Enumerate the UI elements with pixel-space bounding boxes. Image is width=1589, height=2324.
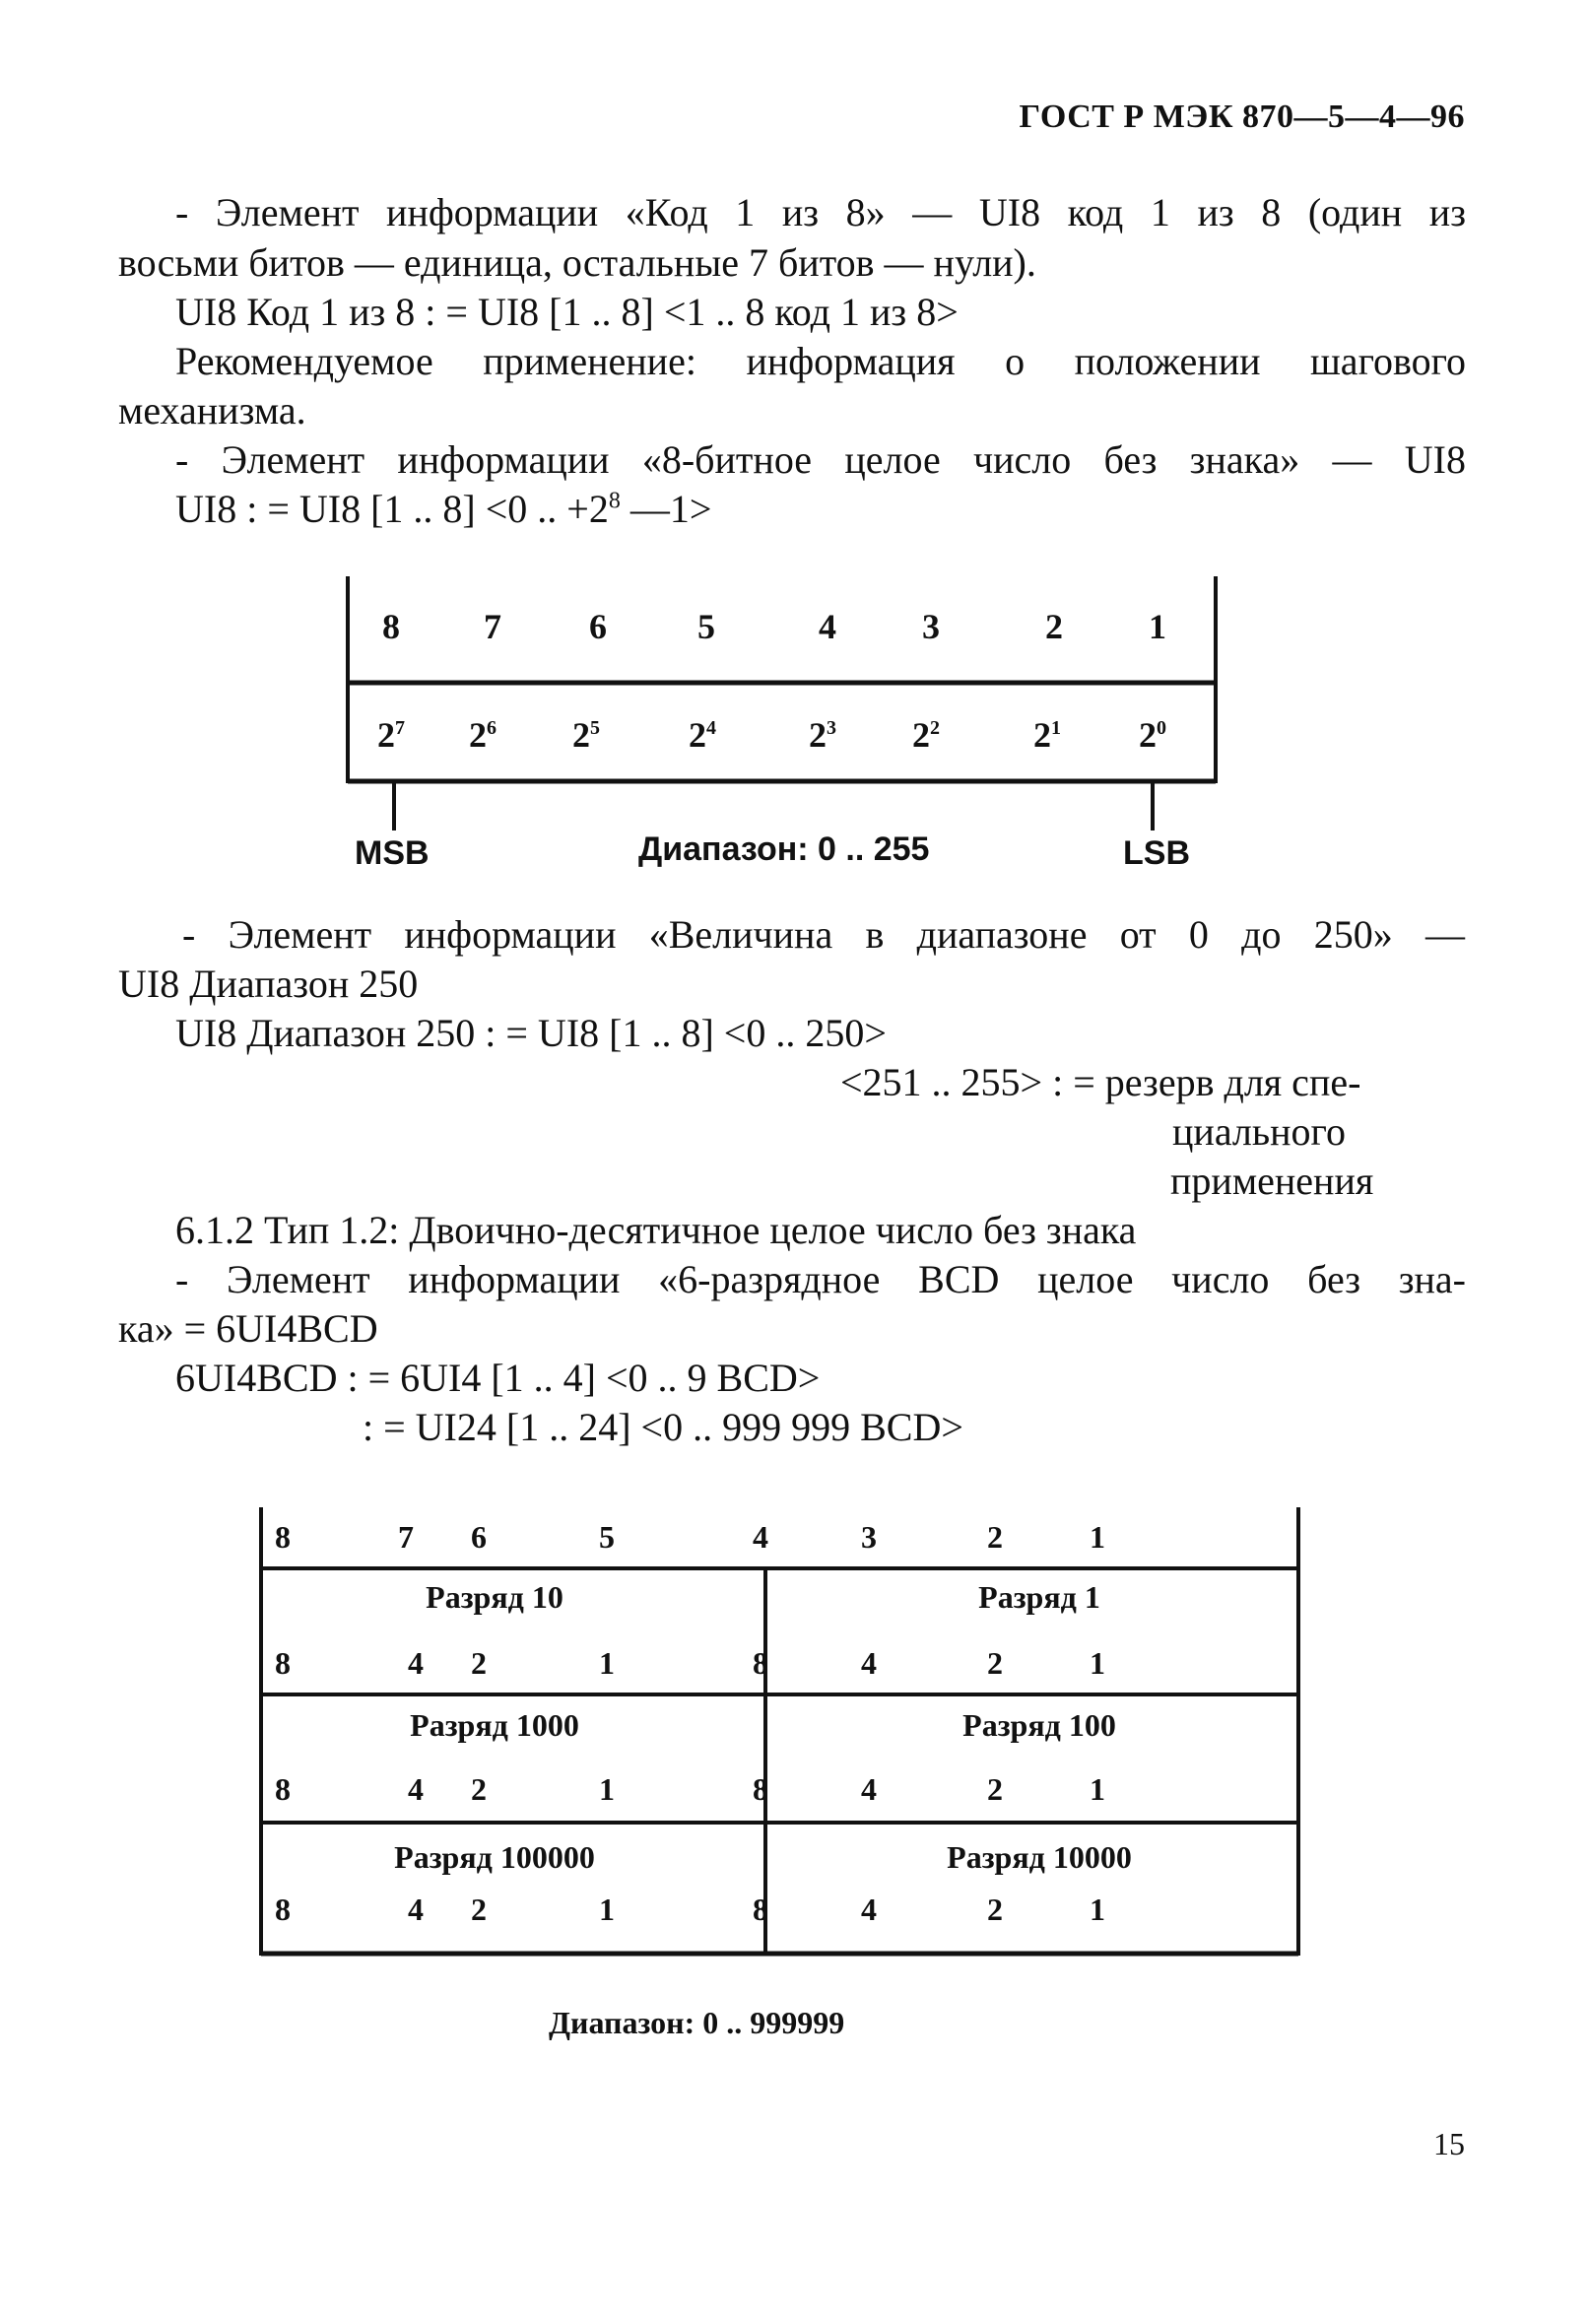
digit-label: Разряд 100: [962, 1707, 1116, 1743]
digit-weight: 1: [599, 1645, 615, 1681]
text-line: ка» = 6UI4BCD: [118, 1306, 378, 1351]
power-base: 2: [809, 715, 827, 755]
digit-label: Разряд 1: [978, 1579, 1100, 1615]
text-line: 6UI4BCD : = 6UI4 [1 .. 4] <0 .. 9 BCD>: [175, 1356, 821, 1400]
bit-weight: [793, 714, 852, 756]
text-line: UI8 Диапазон 250: [118, 962, 419, 1006]
digit-weight: 1: [1090, 1892, 1105, 1927]
bit-number: 8: [382, 607, 400, 646]
text-line: - Элемент информации «6-разрядное BCD целое число без зна-: [175, 1257, 1466, 1301]
text-line: - Элемент информации «Величина в диапазоне от 0 до 250» —: [182, 912, 1465, 957]
bit-number: 3: [861, 1519, 877, 1555]
digit-weight: 4: [408, 1892, 424, 1927]
digit-weight: 4: [408, 1645, 424, 1681]
digit-weight: 2: [987, 1645, 1003, 1681]
bit-weight: [896, 714, 956, 756]
power-base: 2: [912, 715, 930, 755]
text-line: механизма.: [118, 388, 306, 432]
text-line: UI8 Код 1 из 8 : = UI8 [1 .. 8] <1 .. 8 код 1 из 8>: [175, 290, 959, 334]
section-heading: 6.1.2 Тип 1.2: Двоично-десятичное целое число без знака: [175, 1208, 1137, 1252]
text-line: Рекомендуемое применение: информация о положении шагового: [175, 339, 1466, 383]
document-header: ГОСТ Р МЭК 870—5—4—96: [1019, 99, 1465, 135]
formula-text: —1>: [620, 487, 712, 531]
bit-number: 7: [398, 1519, 414, 1555]
text-line: циального: [1172, 1109, 1346, 1154]
digit-weight: 1: [1090, 1645, 1105, 1681]
digit-weight: 2: [471, 1645, 487, 1681]
formula-superscript: 8: [608, 488, 621, 514]
digit-weight: 8: [275, 1645, 291, 1681]
power-exponent: 4: [706, 717, 716, 739]
bit-number: 5: [697, 607, 715, 646]
text-line: <251 .. 255> : = резерв для спе-: [840, 1060, 1361, 1104]
text-line: : = UI24 [1 .. 24] <0 .. 999 999 BCD>: [363, 1405, 963, 1449]
bit-number: 6: [589, 607, 607, 646]
digit-weight: 1: [599, 1892, 615, 1927]
digit-weight: 2: [471, 1892, 487, 1927]
bit-layout-diagram-ui8: [345, 576, 1222, 901]
power-base: 2: [689, 715, 706, 755]
power-base: 2: [377, 715, 395, 755]
digit-weight: 4: [861, 1771, 877, 1807]
digit-weight: 8: [753, 1771, 768, 1807]
digit-weight: 2: [987, 1771, 1003, 1807]
bcd-layout-diagram: [258, 1507, 1312, 2059]
power-exponent: 2: [930, 717, 940, 739]
lsb-label: LSB: [1123, 834, 1190, 872]
bit-number: 2: [987, 1519, 1003, 1555]
power-base: 2: [572, 715, 590, 755]
power-exponent: 0: [1157, 717, 1166, 739]
bit-weight: [362, 714, 421, 756]
text-line: UI8 Диапазон 250 : = UI8 [1 .. 8] <0 .. 250>: [175, 1011, 887, 1055]
digit-weight: 4: [861, 1645, 877, 1681]
digit-weight: 1: [1090, 1771, 1105, 1807]
digit-weight: 2: [471, 1771, 487, 1807]
formula-text: UI8 : = UI8 [1 .. 8] <0 .. +2: [175, 487, 609, 531]
digit-weight: 8: [275, 1771, 291, 1807]
range-label: Диапазон: 0 .. 999999: [549, 2005, 845, 2040]
text-line: - Элемент информации «Код 1 из 8» — UI8 код 1 из 8 (один из: [175, 190, 1466, 234]
range-label: Диапазон: 0 .. 255: [638, 830, 930, 868]
digit-label: Разряд 1000: [410, 1707, 579, 1743]
bit-weight: [673, 714, 732, 756]
power-exponent: 7: [395, 717, 405, 739]
power-base: 2: [1033, 715, 1051, 755]
page-number: 15: [1433, 2126, 1465, 2161]
bit-number: 3: [922, 607, 940, 646]
digit-weight: 8: [275, 1892, 291, 1927]
bit-number: 4: [819, 607, 836, 646]
power-exponent: 1: [1051, 717, 1061, 739]
digit-weight: 1: [599, 1771, 615, 1807]
digit-label: Разряд 10: [426, 1579, 563, 1615]
bit-number: 8: [275, 1519, 291, 1555]
bit-number: 1: [1090, 1519, 1105, 1555]
bit-number: 6: [471, 1519, 487, 1555]
digit-label: Разряд 100000: [394, 1839, 595, 1875]
bit-weight: [557, 714, 616, 756]
power-base: 2: [469, 715, 487, 755]
bit-number: 1: [1149, 607, 1166, 646]
digit-weight: 4: [408, 1771, 424, 1807]
bit-number: 4: [753, 1519, 768, 1555]
text-line: применения: [1170, 1159, 1374, 1203]
power-exponent: 3: [827, 717, 836, 739]
digit-weight: 4: [861, 1892, 877, 1927]
bit-weight: [453, 714, 512, 756]
text-line: - Элемент информации «8-битное целое число без знака» — UI8: [175, 437, 1466, 482]
formula-line: [175, 486, 711, 533]
power-exponent: 6: [487, 717, 497, 739]
digit-weight: 8: [753, 1645, 768, 1681]
power-base: 2: [1139, 715, 1157, 755]
bit-weight: [1123, 714, 1182, 756]
digit-weight: 8: [753, 1892, 768, 1927]
bit-number: 5: [599, 1519, 615, 1555]
bit-number: 7: [484, 607, 501, 646]
msb-label: MSB: [355, 834, 430, 872]
bit-number: 2: [1045, 607, 1063, 646]
digit-weight: 2: [987, 1892, 1003, 1927]
power-exponent: 5: [590, 717, 600, 739]
bit-weight: [1018, 714, 1077, 756]
text-line: восьми битов — единица, остальные 7 битов — нули).: [118, 240, 1036, 285]
digit-label: Разряд 10000: [947, 1839, 1132, 1875]
